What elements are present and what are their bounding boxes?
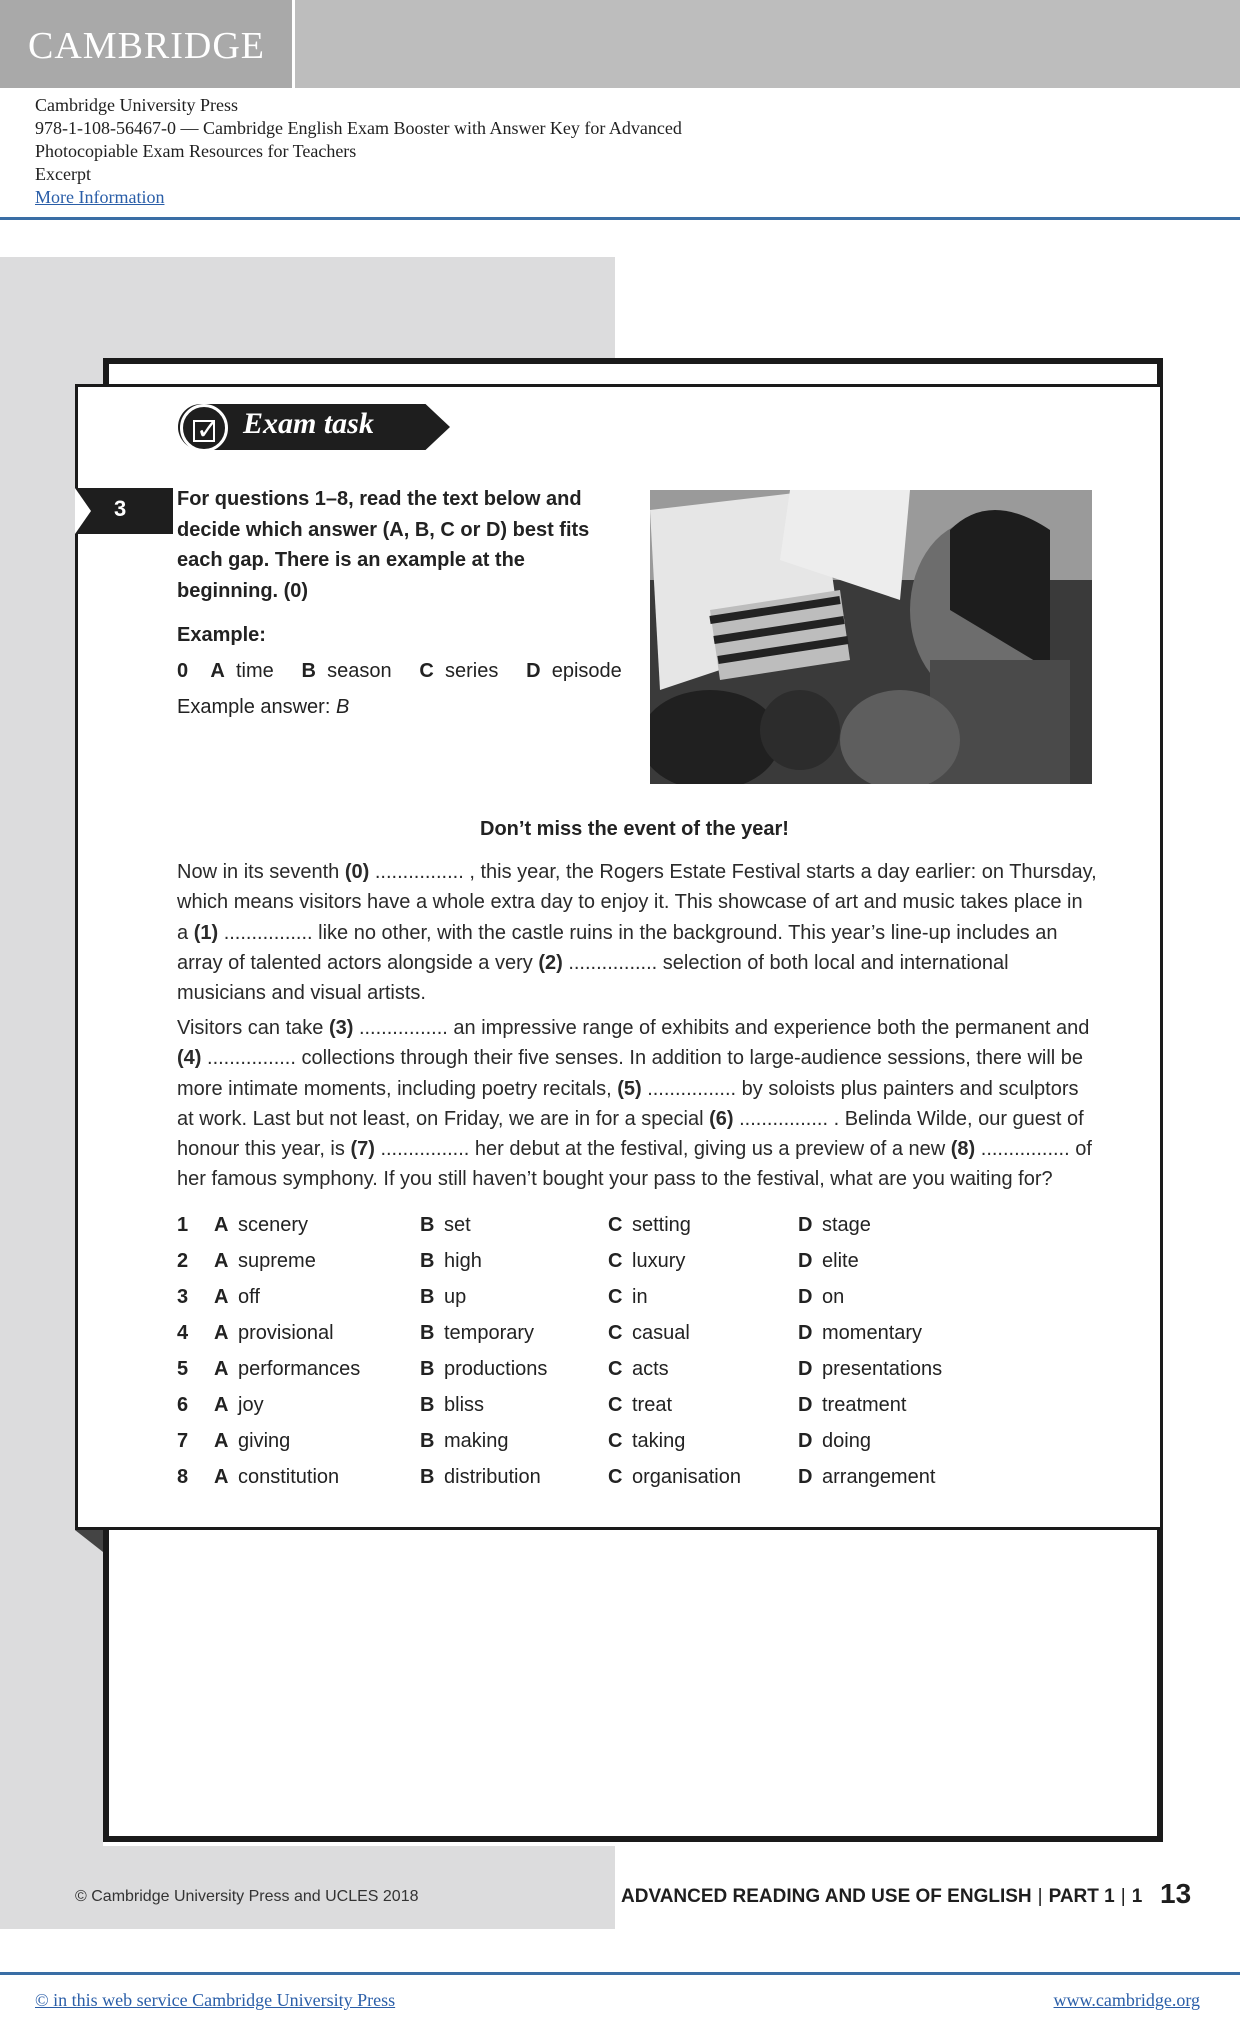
- gap-number: (3): [328, 1017, 354, 1039]
- gap-number: (5): [617, 1077, 642, 1100]
- text-segment: ................ . Belinda Wilde, our guest of honour this year, is: [177, 1107, 1084, 1161]
- section-title: ADVANCED READING AND USE OF ENGLISH | PART 1 | 1: [621, 1886, 1143, 1907]
- option-b: B distribution: [420, 1466, 541, 1488]
- example-letter: B: [301, 660, 316, 682]
- option-number: 1: [177, 1214, 189, 1236]
- gap-number: (8): [950, 1138, 976, 1161]
- option-a: A performances: [214, 1358, 361, 1380]
- option-c: C casual: [608, 1322, 690, 1344]
- option-a: A scenery: [214, 1214, 309, 1236]
- publication-info: [35, 94, 682, 209]
- example-label: Example:: [177, 624, 266, 646]
- section-name: ADVANCED READING AND USE OF ENGLISH: [621, 1886, 1032, 1907]
- option-b: B high: [420, 1250, 482, 1272]
- option-c: C luxury: [608, 1250, 686, 1272]
- gap-number: (4): [177, 1047, 202, 1070]
- tab-notch: [75, 488, 91, 534]
- option-number: 6: [177, 1394, 189, 1416]
- option-a: A giving: [214, 1430, 291, 1452]
- option-a: A joy: [214, 1394, 264, 1416]
- example-row: [177, 660, 622, 683]
- option-a: A constitution: [214, 1466, 340, 1488]
- option-b: B set: [420, 1214, 471, 1236]
- option-a: A provisional: [214, 1322, 334, 1344]
- gap-number: (0): [344, 861, 370, 883]
- option-number: 8: [177, 1466, 189, 1488]
- option-row: [177, 1466, 1097, 1502]
- more-information-link[interactable]: More Information: [35, 187, 165, 207]
- example-answer: [177, 696, 349, 719]
- option-row: [177, 1430, 1097, 1466]
- grey-panel: [0, 257, 615, 362]
- instructions: For questions 1–8, read the text below and decide which answer (A, B, C or D) best fits each gap. There is an example at the beginning. (0): [177, 488, 590, 602]
- publisher-line: Cambridge University Press: [35, 95, 238, 115]
- section-part: PART 1: [1048, 1886, 1115, 1907]
- example-answer-value: B: [335, 696, 350, 718]
- text-segment: ................ selection of both local and international musicians and visual artists.: [177, 951, 1009, 1005]
- option-c: C in: [608, 1286, 648, 1308]
- option-number: 4: [177, 1322, 189, 1344]
- example-letter: D: [526, 660, 541, 682]
- option-d: D elite: [798, 1250, 859, 1272]
- text-segment: Visitors can take: [177, 1017, 329, 1039]
- option-d: D doing: [798, 1430, 871, 1452]
- option-d: D presentations: [798, 1358, 943, 1380]
- question-number: 3: [114, 496, 127, 521]
- option-c: C treat: [608, 1394, 673, 1416]
- option-c: C organisation: [608, 1466, 741, 1488]
- option-row: [177, 1358, 1097, 1394]
- gap-number: (6): [709, 1107, 734, 1130]
- text-segment: ................ like no other, with the castle ruins in the background. This year’s line-up includes an array of talented actors alongside a very: [177, 921, 1058, 974]
- example-word: series: [444, 660, 499, 682]
- checkmark-icon: ✓: [196, 413, 220, 446]
- text-segment: ................ her debut at the festival, giving us a preview of a new: [374, 1138, 951, 1161]
- option-c: C setting: [608, 1214, 691, 1236]
- story-title: Don’t miss the event of the year!: [480, 818, 789, 840]
- example-letter: C: [419, 660, 434, 682]
- footer-rule: [0, 1972, 1240, 1975]
- option-a: A off: [214, 1286, 260, 1308]
- option-row: [177, 1394, 1097, 1430]
- text-segment: ................ , this year, the Rogers Estate Festival starts a day earlier: on Thursday, which means visitors have a whole extra day to enjoy it. This showcase of art and music takes place in a: [177, 861, 1097, 944]
- option-d: D momentary: [798, 1322, 923, 1344]
- gap-number: (2): [538, 951, 563, 974]
- text-segment: ................ collections through their five senses. In addition to large-audience sessions, there will be more intimate moments, including poetry recitals,: [177, 1047, 1084, 1100]
- festival-photo: [650, 490, 1092, 784]
- option-b: B up: [420, 1286, 467, 1308]
- option-c: C taking: [608, 1430, 686, 1452]
- option-b: B temporary: [420, 1322, 535, 1344]
- option-row: [177, 1322, 1097, 1358]
- option-b: B bliss: [420, 1394, 485, 1416]
- text-segment: ................ an impressive range of exhibits and experience both the permanent and: [353, 1017, 1090, 1039]
- cambridge-site-link[interactable]: www.cambridge.org: [1053, 1990, 1200, 2010]
- option-d: D treatment: [798, 1394, 907, 1416]
- option-number: 3: [177, 1286, 189, 1308]
- web-service-link[interactable]: © in this web service Cambridge University Press: [35, 1990, 396, 2010]
- option-d: D on: [798, 1286, 845, 1308]
- exam-task-title: Exam task: [243, 407, 374, 440]
- answer-options: [177, 1214, 1097, 1502]
- example-word: episode: [551, 660, 622, 682]
- gap-number: (7): [350, 1138, 375, 1161]
- option-row: [177, 1250, 1097, 1286]
- option-b: B productions: [420, 1358, 548, 1380]
- text-paragraph-1: [177, 857, 1099, 1008]
- option-a: A supreme: [214, 1250, 316, 1272]
- option-c: C acts: [608, 1358, 669, 1380]
- example-answer-prefix: Example answer:: [177, 696, 336, 718]
- example-word: season: [327, 660, 392, 682]
- example-number: 0: [177, 660, 189, 682]
- section-sub: 1: [1131, 1886, 1143, 1907]
- isbn-line: 978-1-108-56467-0 — Cambridge English Exam Booster with Answer Key for Advanced: [35, 118, 682, 138]
- option-number: 2: [177, 1250, 189, 1272]
- example-word: time: [235, 660, 274, 682]
- option-row: [177, 1286, 1097, 1322]
- option-d: D arrangement: [798, 1466, 936, 1488]
- option-number: 5: [177, 1358, 189, 1380]
- logo-box: [0, 0, 295, 88]
- option-row: [177, 1214, 1097, 1250]
- corner-fold: [75, 1530, 103, 1552]
- text-segment: ................ by soloists plus painters and sculptors at work. Last but not least, on Friday, we are in for a special: [177, 1077, 1079, 1130]
- copyright: © Cambridge University Press and UCLES 2018: [75, 1888, 419, 1905]
- gap-number: (1): [193, 921, 219, 944]
- excerpt-line: Excerpt: [35, 164, 91, 184]
- text-paragraph-2: [177, 1013, 1099, 1195]
- option-d: D stage: [798, 1214, 871, 1236]
- text-segment: Now in its seventh: [177, 861, 345, 883]
- option-b: B making: [420, 1430, 509, 1452]
- text-segment: ................ of her famous symphony. If you still haven’t bought your pass to the festival, what are you waiting for?: [177, 1138, 1092, 1191]
- cambridge-logo: CAMBRIDGE: [28, 25, 266, 67]
- series-line: Photocopiable Exam Resources for Teachers: [35, 141, 357, 161]
- festival-photo-image: [650, 490, 1092, 784]
- option-number: 7: [177, 1430, 189, 1452]
- page-number: 13: [1160, 1878, 1192, 1909]
- example-letter: A: [210, 660, 225, 682]
- header-rule: [0, 217, 1240, 220]
